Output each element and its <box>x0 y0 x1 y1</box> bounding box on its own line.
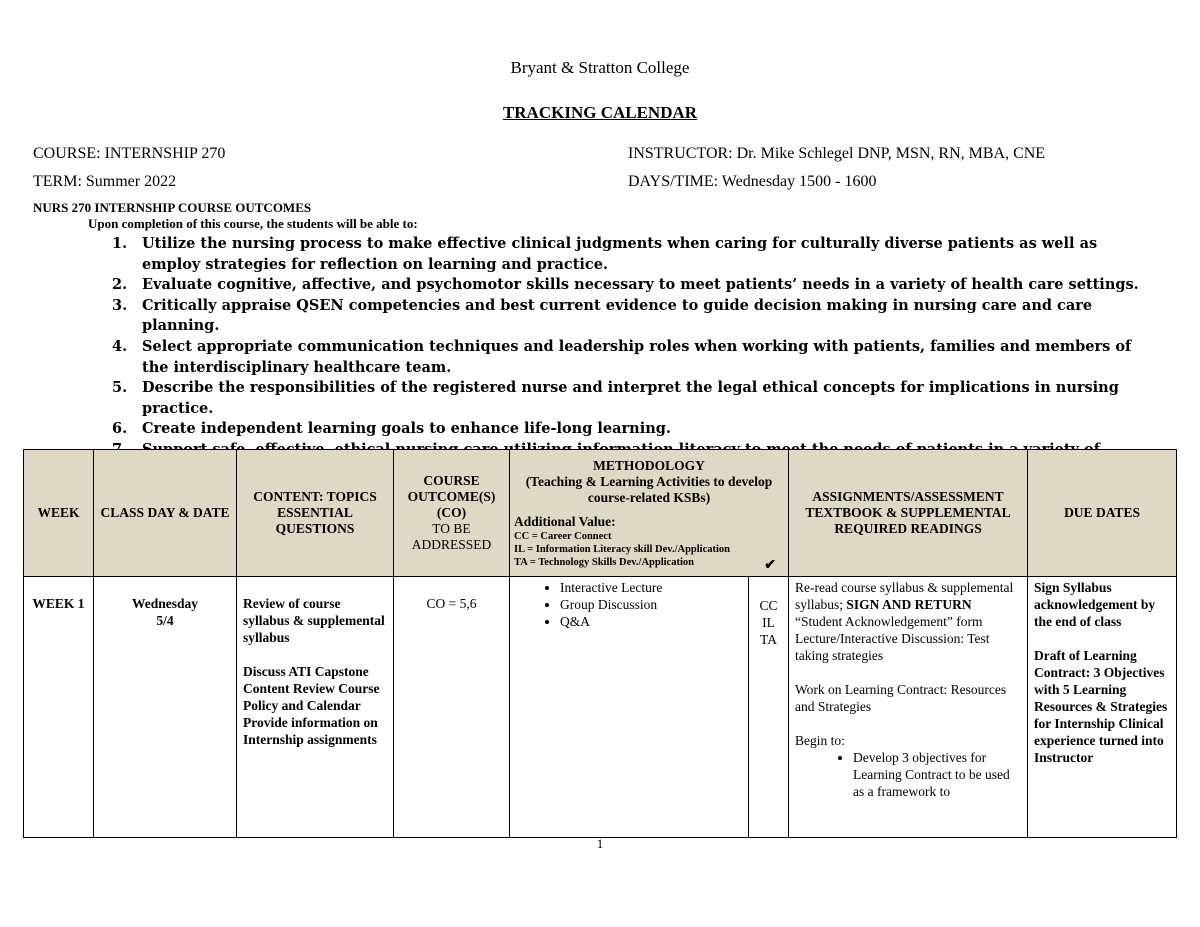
outcome-number: 3. <box>112 296 128 314</box>
header-week: WEEK <box>24 450 94 577</box>
cell-content <box>237 577 394 838</box>
list-item: • Q&A <box>560 613 742 630</box>
checkmark-icon: ✔ <box>764 558 777 573</box>
outcome-item <box>112 296 1142 337</box>
outcome-item <box>112 378 1142 419</box>
value-ta: TA <box>760 632 777 647</box>
cell-methodology <box>510 577 749 838</box>
cell-additional-value <box>749 577 789 838</box>
methodology-sub: (Teaching & Learning Activities to develop course-related KSBs) <box>525 473 773 505</box>
additional-value-label: Additional Value: <box>514 513 616 529</box>
term-field: TERM: Summer 2022 <box>33 173 177 190</box>
outcome-number: 4. <box>112 337 128 355</box>
header-course-outcome <box>394 450 510 577</box>
table-row <box>24 577 1177 838</box>
outcomes-heading: NURS 270 INTERNSHIP COURSE OUTCOMES <box>33 200 312 215</box>
header-class-day-date: CLASS DAY & DATE <box>94 450 237 577</box>
outcome-text: Utilize the nursing process to make effective clinical judgments when caring for culturally diverse patients as well as employ strategies for reflection on learning and practice. <box>142 235 1098 273</box>
assignment-subtasks <box>795 749 1021 800</box>
college-name: Bryant & Stratton College <box>510 58 690 77</box>
outcome-number: 1. <box>112 235 128 252</box>
assignment-learning-contract: Work on Learning Contract: Resources and Strategies <box>795 682 1007 714</box>
header-assignments: ASSIGNMENTS/ASSESSMENT TEXTBOOK & SUPPLEMENTAL REQUIRED READINGS <box>789 450 1028 577</box>
table-header-row <box>24 450 1177 577</box>
outcome-number: 2. <box>112 276 128 294</box>
header-content: CONTENT: TOPICS ESSENTIAL QUESTIONS <box>237 450 394 577</box>
methodology-list <box>516 579 742 630</box>
tracking-calendar-table <box>23 449 1177 838</box>
methodology-label: METHODOLOGY <box>593 457 705 473</box>
outcome-item <box>112 419 1142 440</box>
list-item: • Interactive Lecture <box>560 579 742 596</box>
cell-week: WEEK 1 <box>24 577 94 838</box>
cell-due-dates <box>1028 577 1177 838</box>
course-field: COURSE: INTERNSHIP 270 <box>33 145 226 162</box>
document-title: TRACKING CALENDAR <box>502 103 698 122</box>
outcomes-intro: Upon completion of this course, the students will be able to: <box>88 216 418 231</box>
outcome-text: Select appropriate communication techniques and leadership roles when working with patients, families and members of the interdisciplinary healthcare team. <box>142 337 1132 376</box>
cell-course-outcome: CO = 5,6 <box>394 577 510 838</box>
page-number: 1 <box>596 836 604 851</box>
course-outcome-sub: TO BE ADDRESSED <box>411 521 492 552</box>
outcome-item <box>112 234 1142 275</box>
assignment-lecture: Lecture/Interactive Discussion: Test taking strategies <box>795 631 990 663</box>
value-il: IL <box>762 615 775 630</box>
content-topic-2: Discuss ATI Capstone Content Review Course Policy and Calendar Provide information on Internship assignments <box>243 664 380 747</box>
days-time-field: DAYS/TIME: Wednesday 1500 - 1600 <box>628 173 877 190</box>
due-item-2: Draft of Learning Contract: 3 Objectives with 5 Learning Resources & Strategies for Internship Clinical experience turned into Instructor <box>1034 648 1168 765</box>
outcome-text: Critically appraise QSEN competencies and best current evidence to guide decision making in nursing care and care planning. <box>142 296 1093 335</box>
cell-class-day <box>94 577 237 838</box>
outcome-number: 5. <box>112 379 128 397</box>
outcome-number: 6. <box>112 420 128 438</box>
cell-assignments <box>789 577 1028 838</box>
outcome-text: Create independent learning goals to enhance life-long learning. <box>142 420 671 438</box>
outcome-item <box>112 275 1142 296</box>
additional-value-legend <box>514 514 784 569</box>
header-due-dates: DUE DATES <box>1028 450 1177 577</box>
header-methodology <box>510 450 789 577</box>
assignment-begin: Begin to: <box>795 733 845 748</box>
content-topic-1: Review of course syllabus & supplemental syllabus <box>243 596 385 645</box>
class-day: Wednesday <box>131 596 199 611</box>
class-date: 5/4 <box>156 613 174 628</box>
assignment-emphasis: SIGN AND RETURN <box>846 597 972 612</box>
assignment-syllabus <box>795 579 1021 630</box>
outcome-text: Describe the responsibilities of the registered nurse and interpret the legal ethical concepts for implications in nursing practice. <box>142 379 1119 417</box>
legend-cc: CC = Career Connect <box>514 530 612 542</box>
value-cc: CC <box>759 598 778 613</box>
course-outcome-label: COURSE OUTCOME(S) (CO) <box>407 473 496 520</box>
outcome-text: Evaluate cognitive, affective, and psychomotor skills necessary to meet patients’ needs in a variety of health care settings. <box>142 276 1139 294</box>
outcomes-list <box>112 234 1142 481</box>
list-item: • Develop 3 objectives for Learning Contract to be used as a framework to <box>853 749 1021 800</box>
assignment-text: Re-read course syllabus & supplemental syllabus; <box>795 580 1014 612</box>
assignment-text: “Student Acknowledgement” form <box>795 614 983 629</box>
list-item: • Group Discussion <box>560 596 742 613</box>
legend-il: IL = Information Literacy skill Dev./Application <box>514 543 730 555</box>
instructor-field: INSTRUCTOR: Dr. Mike Schlegel DNP, MSN, RN, MBA, CNE <box>628 145 1046 162</box>
legend-ta: TA = Technology Skills Dev./Application <box>514 556 694 568</box>
outcome-item <box>112 337 1142 378</box>
due-item-1: Sign Syllabus acknowledgement by the end of class <box>1034 580 1156 629</box>
